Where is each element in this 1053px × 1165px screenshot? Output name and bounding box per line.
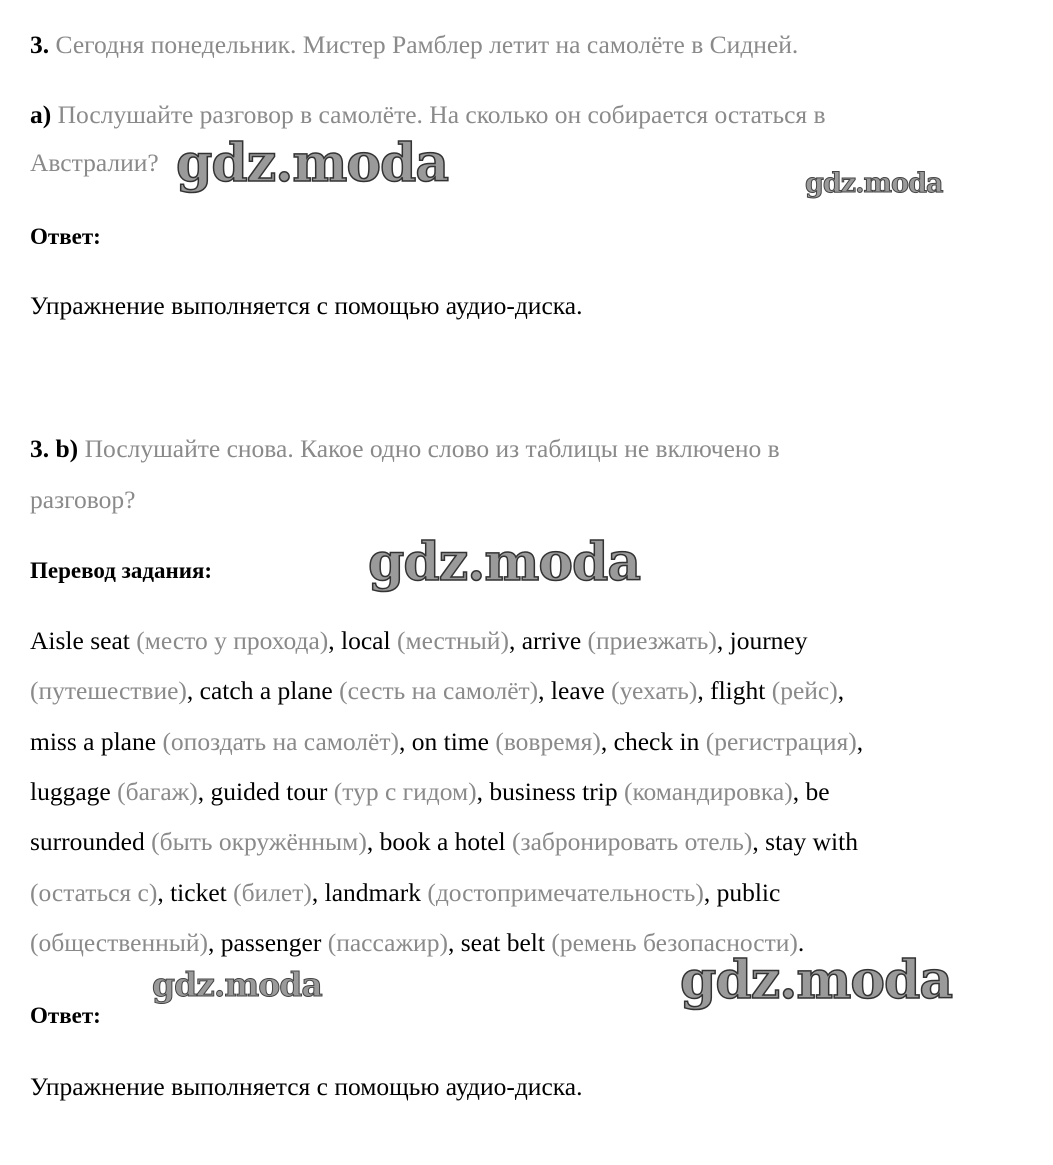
russian-translation: (регистрация) [699, 726, 857, 756]
russian-translation: (достопримечательность) [420, 877, 704, 907]
english-term: . [797, 927, 805, 957]
russian-translation: (пассажир) [321, 927, 448, 957]
task-a-intro [30, 30, 798, 60]
english-term: luggage [30, 776, 111, 806]
answer-heading: Ответ: [30, 224, 101, 249]
task-b-question [30, 434, 780, 464]
task-a-question [30, 100, 826, 130]
english-term: , flight [697, 676, 766, 706]
russian-translation: (вовремя) [488, 726, 601, 756]
russian-translation: (командировка) [617, 776, 793, 806]
task-label: 3. b) [30, 434, 79, 463]
russian-translation: (место у прохода) [129, 626, 329, 655]
english-term: , passenger [208, 927, 322, 957]
translation-line [30, 727, 863, 757]
english-term: , local [328, 626, 391, 655]
answer-text: Упражнение выполняется с помощью аудио-диска. [30, 291, 583, 320]
english-term: , on time [399, 726, 489, 756]
russian-translation: (путешествие) [30, 676, 187, 706]
watermark-logo: gdz.moda [805, 168, 943, 199]
russian-translation: (сесть на самолёт) [332, 676, 539, 706]
english-term: , landmark [311, 877, 421, 907]
task-label: a) [30, 100, 52, 129]
english-term: , stay with [752, 827, 858, 857]
english-term: , seat belt [447, 927, 545, 957]
english-term: , be [792, 776, 830, 806]
translation-line [30, 676, 844, 706]
english-term: , leave [538, 676, 605, 706]
english-term: , catch a plane [186, 676, 333, 706]
russian-translation: (опоздать на самолёт) [156, 726, 399, 756]
russian-translation: (быть окружённым) [144, 827, 367, 857]
watermark-logo: gdz.moda [680, 950, 953, 1011]
russian-translation: (уехать) [604, 676, 698, 706]
english-term: , [837, 676, 845, 706]
english-term: , public [703, 877, 781, 907]
english-term: surrounded [30, 827, 145, 857]
russian-translation: (местный) [390, 626, 509, 655]
answer-text: Упражнение выполняется с помощью аудио-диска. [30, 1072, 583, 1101]
translation-line [30, 626, 808, 656]
russian-translation: (багаж) [110, 776, 198, 806]
translation-line [30, 777, 830, 807]
english-term: Aisle seat [30, 626, 130, 655]
question-text: Послушайте снова. Какое одно слово из таблицы не включено в [84, 434, 780, 463]
watermark-logo: gdz.moda [152, 965, 322, 1004]
english-term: , arrive [508, 626, 582, 655]
russian-translation: (приезжать) [581, 626, 717, 655]
russian-translation: (билет) [226, 877, 312, 907]
english-term: , journey [716, 626, 808, 655]
translation-line [30, 878, 780, 908]
question-text-cont: Австралии? [30, 148, 159, 177]
english-term: , [856, 726, 864, 756]
english-term: , check in [600, 726, 700, 756]
russian-translation: (общественный) [30, 927, 209, 957]
english-term: , book a hotel [366, 827, 506, 857]
answer-heading: Ответ: [30, 1003, 101, 1028]
english-term: , guided tour [197, 776, 328, 806]
russian-translation: (рейс) [765, 676, 838, 706]
watermark-logo: gdz.moda [368, 532, 641, 593]
translation-heading: Перевод задания: [30, 558, 213, 583]
task-intro-text: Сегодня понедельник. Мистер Рамблер летит на самолёте в Сидней. [55, 30, 799, 59]
task-number: 3. [30, 30, 50, 59]
russian-translation: (тур с гидом) [327, 776, 477, 806]
watermark-logo: gdz.moda [176, 133, 449, 194]
english-term: , business trip [476, 776, 618, 806]
question-text: Послушайте разговор в самолёте. На сколько он собирается остаться в [57, 100, 826, 129]
question-text-cont: разговор? [30, 485, 136, 514]
russian-translation: (остаться с) [30, 877, 158, 907]
english-term: , ticket [157, 877, 227, 907]
english-term: miss a plane [30, 726, 157, 756]
translation-line [30, 827, 858, 857]
russian-translation: (ремень безопасности) [544, 927, 798, 957]
russian-translation: (забронировать отель) [505, 827, 753, 857]
